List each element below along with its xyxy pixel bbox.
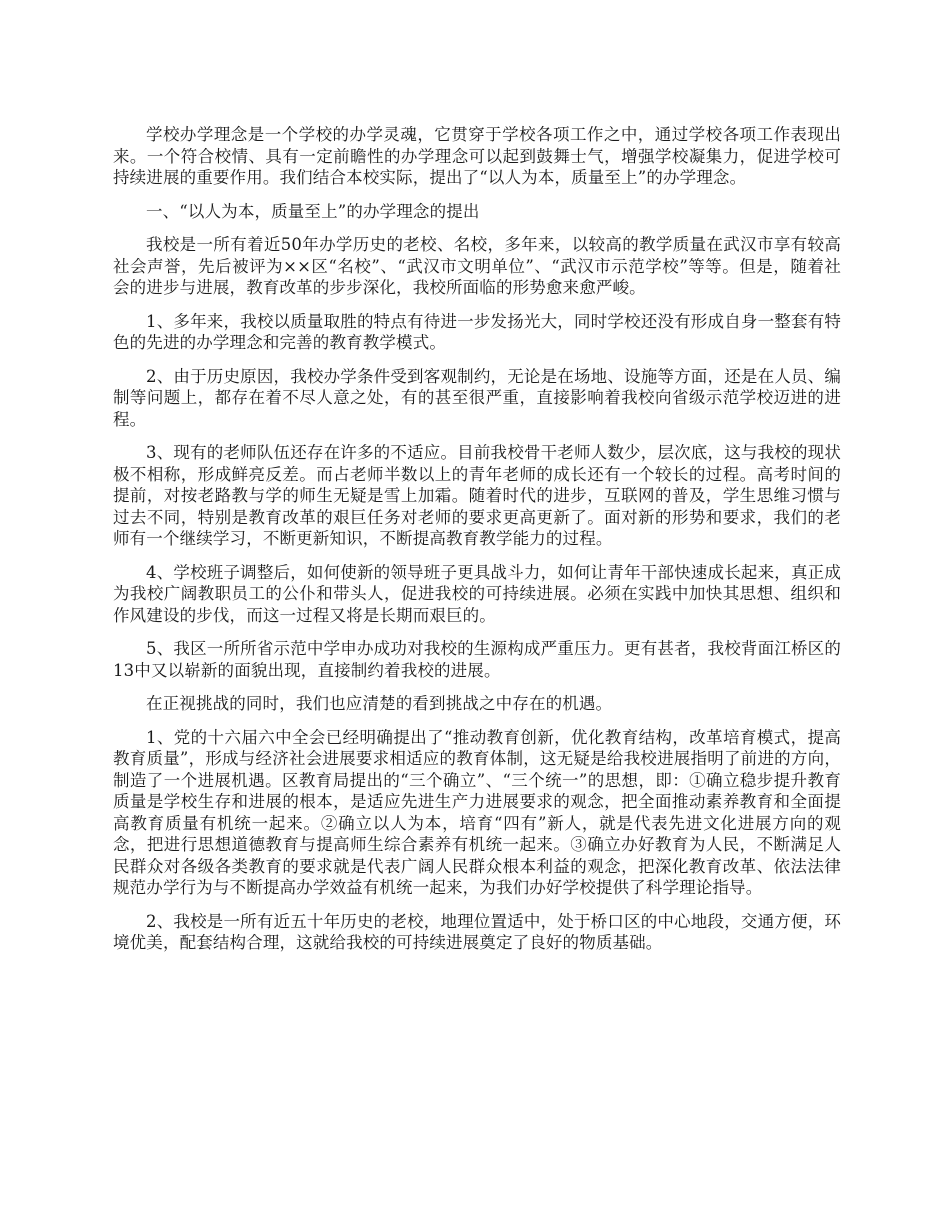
paragraph-opportunity-intro: 在正视挑战的同时，我们也应清楚的看到挑战之中存在的机遇。 xyxy=(146,694,613,713)
paragraph-school-background: 我校是一所有着近50年办学历史的老校、名校，多年来，以较高的教学质量在武汉市享有较高社会声誉，先后被评为××区“名校”、“武汉市文明单位”、“武汉市示范学校”等等。但是，随着社会的进步与进展，教育改革的步步深化，我校所面临的形势愈来愈严峻。 xyxy=(113,235,841,297)
paragraph-opportunity-1: 1、党的十六届六中全会已经明确提出了“推动教育创新，优化教育结构，改革培育模式，提高教育质量”，形成与经济社会进展要求相适应的教育体制，这无疑是给我校进展指明了前进的方向，制造了一个进展机遇。区教育局提出的“三个确立”、“三个统一”的思想，即：①确立稳步提升教育质量是学校生存和进展的根本，是适应先进生产力进展要求的观念，把全面推动素养教育和全面提高教育质量有机统一起来。②确立以人为本，培育“四有”新人，就是代表先进文化进展方向的观念，把进行思想道德教育与提高师生综合素养有机统一起来。③确立办好教育为人民，不断满足人民群众对各级各类教育的要求就是代表广阔人民群众根本利益的观念，把深化教育改革、依法法律规范办学行为与不断提高办学效益有机统一起来，为我们办好学校提供了科学理论指导。 xyxy=(113,727,841,897)
document-body xyxy=(113,124,841,966)
paragraph-challenge-4: 4、学校班子调整后，如何使新的领导班子更具战斗力，如何让青年干部快速成长起来，真正成为我校广阔教职员工的公仆和带头人，促进我校的可持续进展。必须在实践中加快其思想、组织和作风建设的步伐，而这一过程又将是长期而艰巨的。 xyxy=(113,562,841,625)
paragraph-challenge-2: 2、由于历史原因，我校办学条件受到客观制约，无论是在场地、设施等方面，还是在人员、编制等问题上，都存在着不尽人意之处，有的甚至很严重，直接影响着我校向省级示范学校迈进的进程。 xyxy=(113,366,841,429)
paragraph-challenge-3: 3、现有的老师队伍还存在许多的不适应。目前我校骨干老师人数少，层次底，这与我校的现状极不相称，形成鲜亮反差。而占老师半数以上的青年老师的成长还有一个较长的过程。高考时间的提前，对按老路教与学的师生无疑是雪上加霜。随着时代的进步，互联网的普及，学生思维习惯与过去不同，特别是教育改革的艰巨任务对老师的要求更高更新了。面对新的形势和要求，我们的老师有一个继续学习，不断更新知识，不断提高教育教学能力的过程。 xyxy=(113,443,841,548)
paragraph-challenge-5: 5、我区一所所省示范中学申办成功对我校的生源构成严重压力。更有甚者，我校背面江桥区的13中又以崭新的面貌出现，直接制约着我校的进展。 xyxy=(113,639,841,680)
paragraph-opportunity-2: 2、我校是一所有近五十年历史的老校，地理位置适中，处于桥口区的中心地段，交通方便，环境优美，配套结构合理，这就给我校的可持续进展奠定了良好的物质基础。 xyxy=(113,911,841,952)
paragraph-intro: 学校办学理念是一个学校的办学灵魂，它贯穿于学校各项工作之中，通过学校各项工作表现出来。一个符合校情、具有一定前瞻性的办学理念可以起到鼓舞士气，增强学校凝集力，促进学校可持续进展的重要作用。我们结合本校实际，提出了“以人为本，质量至上”的办学理念。 xyxy=(113,125,841,187)
paragraph-challenge-1: 1、多年来，我校以质量取胜的特点有待进一步发扬光大，同时学校还没有形成自身一整套有特色的先进的办学理念和完善的教育教学模式。 xyxy=(113,311,841,352)
section-heading-1: 一、“以人为本，质量至上”的办学理念的提出 xyxy=(146,201,480,221)
